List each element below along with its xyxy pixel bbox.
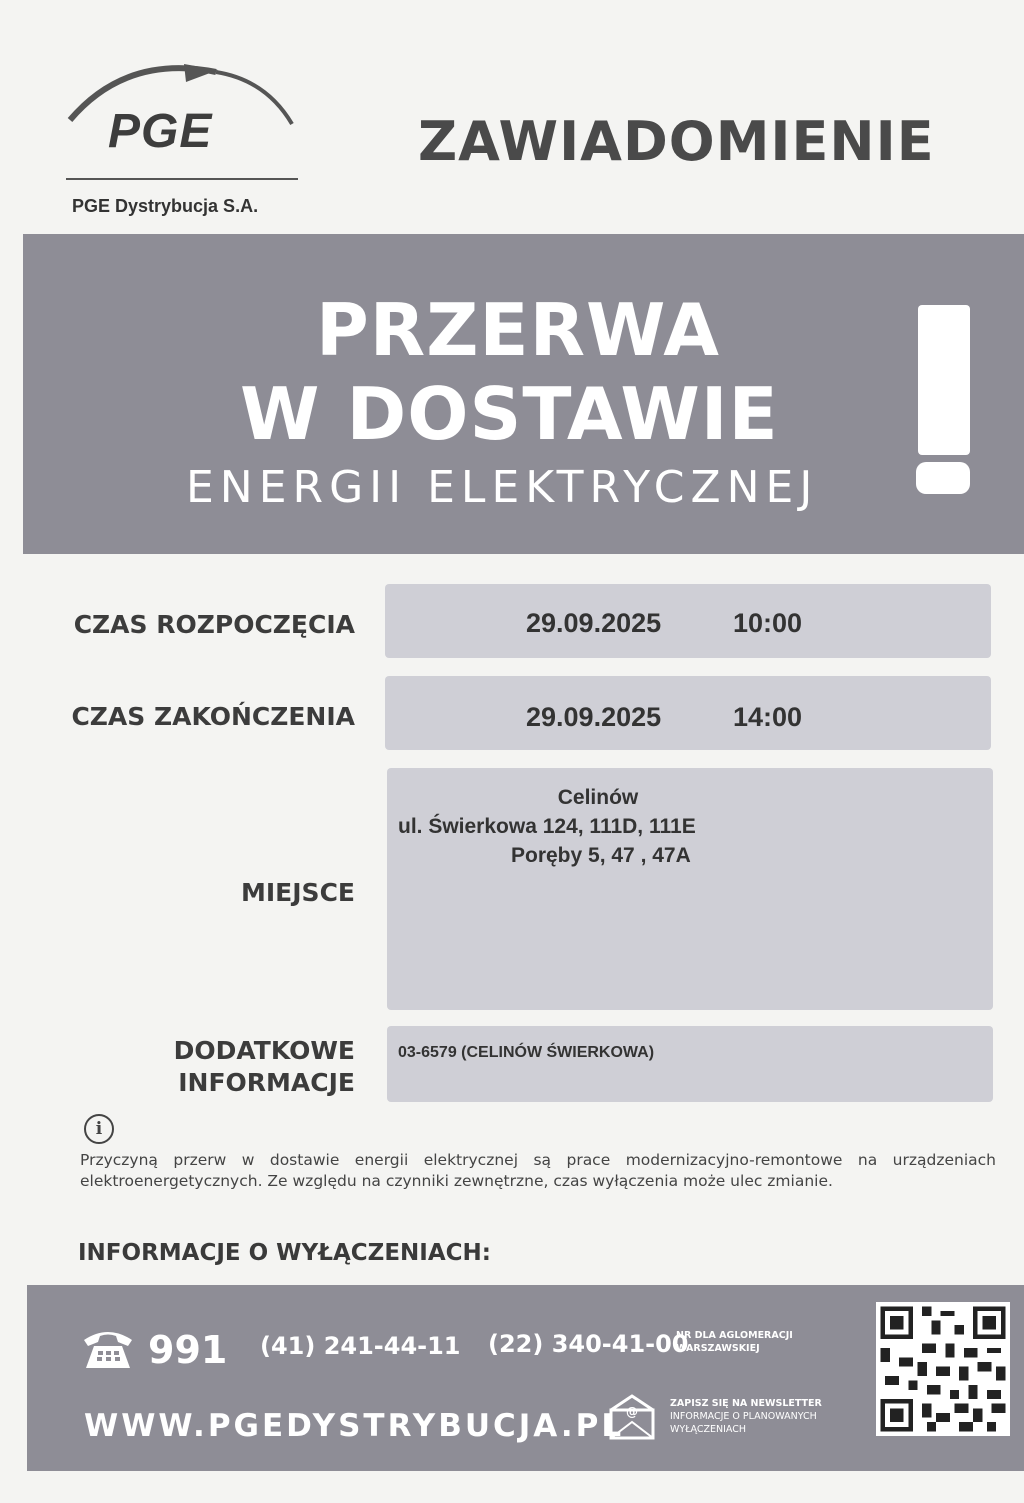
- start-time: 10:00: [733, 608, 803, 638]
- end-time-label: CZAS ZAKOŃCZENIA: [71, 702, 355, 731]
- phone-icon: [80, 1326, 136, 1372]
- phone-41[interactable]: (41) 241-44-11: [260, 1332, 461, 1360]
- place-line-2: ul. Świerkowa 124, 111D, 111E: [398, 815, 696, 838]
- extra-info-box: [387, 1026, 993, 1102]
- banner-line-1: PRZERWA: [316, 288, 720, 372]
- place-label: MIEJSCE: [241, 878, 355, 907]
- exclamation-icon: [918, 305, 970, 455]
- qr-code-icon[interactable]: [876, 1302, 1010, 1436]
- svg-text:@: @: [626, 1405, 638, 1419]
- section-title: INFORMACJE O WYŁĄCZENIACH:: [78, 1240, 491, 1266]
- place-line-1: Celinów: [557, 786, 639, 809]
- newsletter-title[interactable]: ZAPISZ SIĘ NA NEWSLETTER: [670, 1398, 822, 1409]
- banner-line-3: ENERGII ELEKTRYCZNEJ: [186, 462, 819, 513]
- extra-info-label-2: INFORMACJE: [178, 1068, 355, 1097]
- end-date: 29.09.2025: [526, 702, 662, 732]
- pge-logo: PGE: [108, 105, 213, 158]
- document-title: ZAWIADOMIENIE: [418, 110, 935, 173]
- website-link[interactable]: WWW.PGEDYSTRYBUCJA.PL: [84, 1408, 625, 1444]
- start-date: 29.09.2025: [526, 608, 662, 638]
- exclamation-dot: [916, 462, 970, 494]
- place-line-3: Poręby 5, 47 , 47A: [511, 844, 691, 867]
- newsletter-sub-1: INFORMACJE O PLANOWANYCH: [670, 1411, 817, 1422]
- company-name: PGE Dystrybucja S.A.: [72, 196, 259, 216]
- info-icon: i: [84, 1114, 114, 1144]
- phone-22-note-1: NR DLA AGLOMERACJI: [676, 1330, 793, 1341]
- emergency-phone[interactable]: 991: [148, 1328, 228, 1372]
- logo-divider: [66, 178, 298, 180]
- phone-22-note-2: WARSZAWSKIEJ: [676, 1343, 760, 1354]
- extra-info-value: 03-6579 (CELINÓW ŚWIERKOWA): [398, 1044, 655, 1061]
- envelope-icon[interactable]: [608, 1394, 656, 1440]
- start-time-box: [385, 584, 991, 658]
- newsletter-sub-2: WYŁĄCZENIACH: [670, 1424, 747, 1435]
- start-time-label: CZAS ROZPOCZĘCIA: [73, 610, 355, 639]
- phone-22[interactable]: (22) 340-41-00: [488, 1330, 689, 1358]
- banner-line-2: W DOSTAWIE: [240, 372, 779, 456]
- end-time: 14:00: [733, 702, 803, 732]
- end-time-box: [385, 676, 991, 750]
- disclaimer-text: Przyczyną przerw w dostawie energii elektrycznej są prace modernizacyjno-remontowe na urządzeniach elektroenergetycznych. Ze względu na czynniki zewnętrzne, czas wyłączenia może ulec zmianie.: [80, 1151, 996, 1190]
- extra-info-label-1: DODATKOWE: [173, 1036, 355, 1065]
